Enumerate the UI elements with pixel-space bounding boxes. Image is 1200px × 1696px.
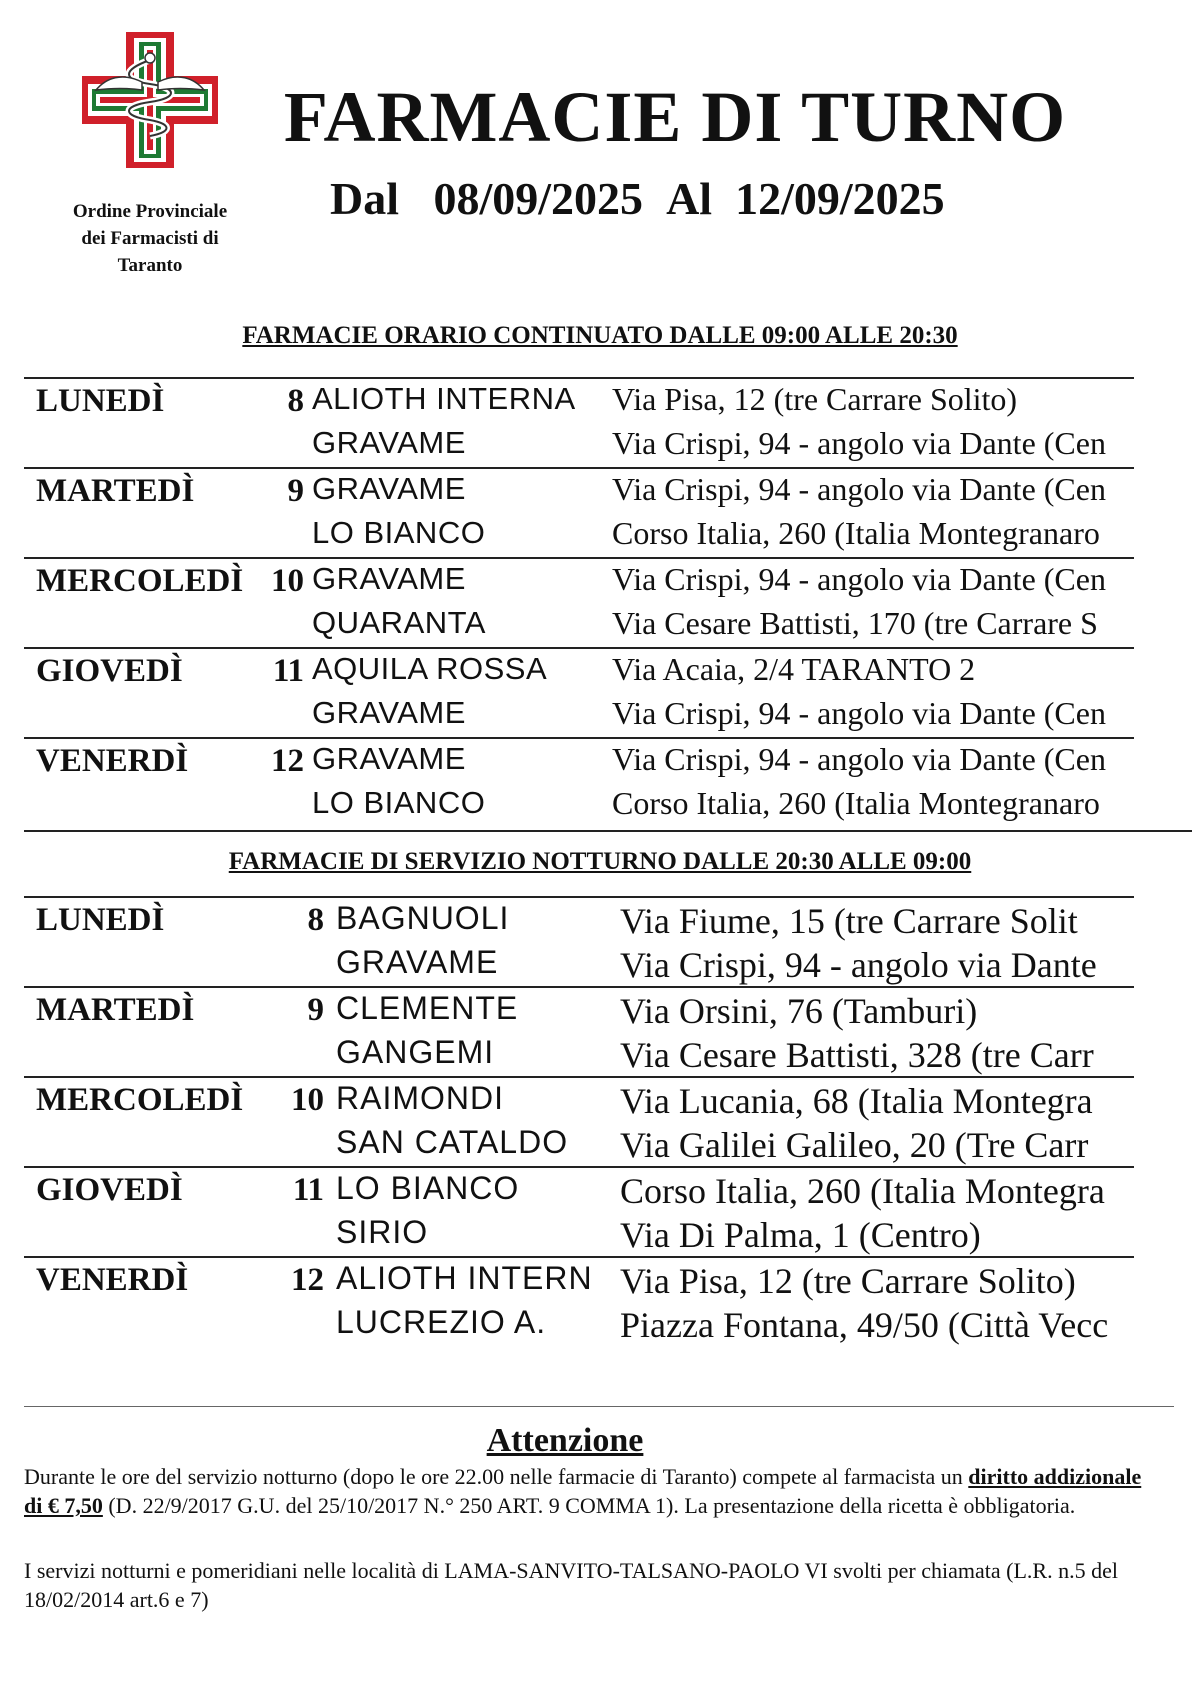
day-number: 9 [307, 992, 324, 1028]
pharmacy-address: Via Lucania, 68 (Italia Montegra [620, 1081, 1093, 1121]
org-line: Taranto [117, 255, 183, 276]
pharmacy-name: GRAVAME [312, 471, 466, 506]
day-group [24, 467, 1134, 557]
day-number: 8 [307, 902, 324, 938]
pharmacy-address: Via Acaia, 2/4 TARANTO 2 [612, 651, 976, 687]
pharmacy-address: Corso Italia, 260 (Italia Montegranaro [612, 515, 1100, 551]
notice-paragraph-1 [24, 1462, 1154, 1520]
day-section-title: FARMACIE ORARIO CONTINUATO DALLE 09:00 ALLE 20:30 [242, 322, 958, 349]
pharmacy-name: ALIOTH INTERNA [312, 381, 576, 416]
day-group [24, 1076, 1134, 1166]
notice-paragraph-2: I servizi notturni e pomeridiani nelle località di LAMA-SANVITO-TALSANO-PAOLO VI svolti per chiamata (L.R. n.5 del 18/02/2014 art.6 e 7) [24, 1558, 1118, 1612]
day-group [24, 1166, 1134, 1256]
day-number: 12 [271, 743, 304, 779]
pharmacy-name: RAIMONDI [336, 1080, 504, 1116]
section-divider [24, 830, 1192, 832]
pharmacy-name: GANGEMI [336, 1034, 495, 1070]
pharmacy-address: Via Cesare Battisti, 170 (tre Carrare S [612, 605, 1098, 641]
org-line: Ordine Provinciale [72, 201, 228, 222]
org-line: dei Farmacisti di [81, 228, 219, 249]
pharmacy-name: LO BIANCO [336, 1170, 520, 1206]
pharmacy-address: Via Pisa, 12 (tre Carrare Solito) [620, 1261, 1076, 1301]
day-number: 10 [271, 563, 304, 599]
dal-label: Dal [330, 173, 399, 224]
notice-title: Attenzione [486, 1422, 644, 1459]
pharmacy-name: LUCREZIO A. [336, 1304, 547, 1340]
day-schedule-table [24, 377, 1134, 827]
day-name: MERCOLEDÌ [36, 563, 244, 599]
pharmacy-name: BAGNUOLI [336, 900, 510, 936]
pharmacy-address: Via Crispi, 94 - angolo via Dante (Cen [612, 425, 1106, 461]
organization-name [40, 198, 260, 279]
pharmacy-name: AQUILA ROSSA [312, 651, 548, 686]
day-name: VENERDÌ [36, 1262, 189, 1298]
day-group [24, 557, 1134, 647]
footer-divider [24, 1406, 1174, 1407]
date-from: 08/09/2025 [433, 173, 644, 224]
pharmacy-name: GRAVAME [312, 695, 466, 730]
day-name: LUNEDÌ [36, 383, 165, 419]
pharmacy-name: GRAVAME [312, 425, 466, 460]
pharmacy-address: Via Cesare Battisti, 328 (tre Carr [620, 1035, 1094, 1075]
pharmacy-address: Via Galilei Galileo, 20 (Tre Carr [620, 1125, 1089, 1165]
pharmacy-address: Via Orsini, 76 (Tamburi) [620, 991, 978, 1031]
notice-text: Durante le ore del servizio notturno (dopo le ore 22.00 nelle farmacie di Taranto) compete al farmacista un [24, 1464, 969, 1489]
day-group [24, 647, 1134, 737]
page-title: FARMACIE DI TURNO [283, 77, 1067, 157]
day-name: GIOVEDÌ [36, 1172, 183, 1208]
day-group [24, 986, 1134, 1076]
day-number: 10 [291, 1082, 324, 1118]
day-name: GIOVEDÌ [36, 653, 183, 689]
pharmacy-name: CLEMENTE [336, 990, 519, 1026]
date-to: 12/09/2025 [735, 173, 945, 224]
pharmacy-address: Via Crispi, 94 - angolo via Dante (Cen [612, 741, 1106, 777]
pharmacy-address: Via Crispi, 94 - angolo via Dante (Cen [612, 695, 1106, 731]
pharmacy-address: Piazza Fontana, 49/50 (Città Vecc [620, 1305, 1109, 1345]
day-number: 12 [291, 1262, 324, 1298]
notice-text: (D. 22/9/2017 G.U. del 25/10/2017 N.° 250 ART. 9 COMMA 1). La presentazione della ricetta è obbligatoria. [102, 1493, 1076, 1518]
pharmacy-address: Corso Italia, 260 (Italia Montegra [620, 1171, 1105, 1211]
pharmacy-name: GRAVAME [312, 741, 466, 776]
day-number: 11 [272, 653, 304, 689]
night-section-title: FARMACIE DI SERVIZIO NOTTURNO DALLE 20:30 ALLE 09:00 [228, 848, 972, 875]
pharmacy-name: SAN CATALDO [336, 1124, 569, 1160]
day-name: MARTEDÌ [36, 473, 195, 509]
night-schedule-table [24, 896, 1134, 1346]
pharmacy-address: Via Crispi, 94 - angolo via Dante (Cen [612, 561, 1106, 597]
pharmacy-address: Via Crispi, 94 - angolo via Dante [620, 945, 1097, 985]
day-name: LUNEDÌ [36, 902, 165, 938]
pharmacy-address: Via Crispi, 94 - angolo via Dante (Cen [612, 471, 1106, 507]
day-number: 9 [287, 473, 304, 509]
pharmacy-address: Via Pisa, 12 (tre Carrare Solito) [612, 381, 1018, 417]
pharmacy-name: LO BIANCO [312, 785, 486, 820]
date-range [330, 172, 945, 225]
day-group [24, 737, 1134, 827]
pharmacy-address: Via Di Palma, 1 (Centro) [620, 1215, 981, 1255]
day-number: 8 [287, 383, 304, 419]
pharmacy-name: QUARANTA [312, 605, 486, 640]
pharmacy-address: Corso Italia, 260 (Italia Montegranaro [612, 785, 1100, 821]
al-label: Al [666, 173, 713, 224]
pharmacy-name: GRAVAME [336, 944, 499, 980]
pharmacy-name: ALIOTH INTERN [336, 1260, 593, 1296]
pharmacy-name: SIRIO [336, 1214, 429, 1250]
day-name: VENERDÌ [36, 743, 189, 779]
pharmacy-name: GRAVAME [312, 561, 466, 596]
day-name: MERCOLEDÌ [36, 1082, 244, 1118]
day-group [24, 896, 1134, 986]
day-group [24, 1256, 1134, 1346]
additional-fee: diritto addizionale di € 7,50 [24, 1464, 1142, 1518]
pharmacy-address: Via Fiume, 15 (tre Carrare Solit [620, 901, 1078, 941]
day-number: 11 [292, 1172, 324, 1208]
pharmacy-name: LO BIANCO [312, 515, 486, 550]
day-group [24, 377, 1134, 467]
pharmacy-cross-logo [82, 32, 218, 168]
day-name: MARTEDÌ [36, 992, 195, 1028]
